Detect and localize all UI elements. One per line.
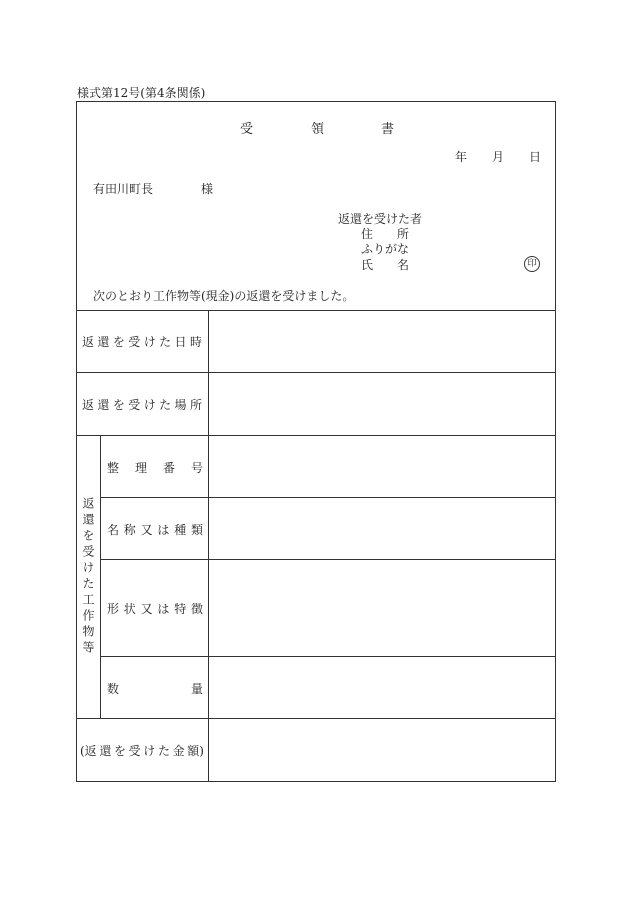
label-char: 数 xyxy=(107,681,120,696)
label-char: 状 xyxy=(123,601,136,616)
statement-text: 次のとおり工作物等(現金)の返還を受けました。 xyxy=(93,289,355,303)
label-char: け xyxy=(143,743,156,758)
label-char: 徴 xyxy=(190,601,203,616)
honorific: 様 xyxy=(201,182,214,196)
returned-amount-field[interactable] xyxy=(209,719,555,781)
label-char: 名 xyxy=(107,522,120,537)
label-char: け xyxy=(143,334,156,349)
date-day-label: 日 xyxy=(529,150,542,164)
label-name-or-type xyxy=(107,521,203,537)
name-or-type-field[interactable] xyxy=(209,498,555,559)
seal-mark: 印 xyxy=(524,256,540,272)
returned-place-field[interactable] xyxy=(209,373,555,435)
label-char: を xyxy=(112,397,125,412)
label-char: を xyxy=(112,334,125,349)
label-serial-number xyxy=(107,459,203,475)
label-char: は xyxy=(157,522,170,537)
label-char: を xyxy=(113,743,126,758)
label-char: 金 xyxy=(172,743,185,758)
label-char: 番 xyxy=(162,460,175,475)
returned-datetime-field[interactable] xyxy=(209,311,555,372)
quantity-field[interactable] xyxy=(209,657,555,718)
label-char: 又 xyxy=(140,601,153,616)
label-shape-or-features xyxy=(107,600,203,616)
recipient-heading: 返還を受けた者 xyxy=(338,212,423,226)
label-char: 受 xyxy=(128,397,141,412)
label-char: 理 xyxy=(134,460,147,475)
label-char: 号 xyxy=(190,460,203,475)
label-char: 還 xyxy=(97,397,110,412)
group-label-returned-items: 返還を受けた工作物等 xyxy=(81,497,95,657)
label-char: 受 xyxy=(128,743,141,758)
address-label-1: 住 xyxy=(361,227,374,241)
label-char: た xyxy=(159,397,172,412)
label-char: 類 xyxy=(190,522,203,537)
date-year-label: 年 xyxy=(455,150,468,164)
rule-group-column xyxy=(100,435,101,718)
name-label-1: 氏 xyxy=(361,258,374,272)
label-returned-place xyxy=(82,396,202,412)
label-char: 称 xyxy=(123,522,136,537)
title-char-2: 領 xyxy=(311,122,325,137)
label-char: 還 xyxy=(99,743,112,758)
label-returned-datetime xyxy=(82,333,202,349)
label-char: は xyxy=(157,601,170,616)
label-char: 又 xyxy=(140,522,153,537)
shape-or-features-field[interactable] xyxy=(209,560,555,656)
label-char: 受 xyxy=(128,334,141,349)
label-char: 返 xyxy=(82,397,95,412)
label-char: た xyxy=(157,743,170,758)
label-char: 額) xyxy=(187,743,204,758)
title-char-1: 受 xyxy=(240,122,254,137)
label-char: 形 xyxy=(107,601,120,616)
title-char-3: 書 xyxy=(381,122,395,137)
label-char: 還 xyxy=(97,334,110,349)
label-char: た xyxy=(159,334,172,349)
label-char: 種 xyxy=(174,522,187,537)
furigana-label: ふりがな xyxy=(361,242,410,256)
label-char: 返 xyxy=(82,334,95,349)
form-number-label: 様式第12号(第4条関係) xyxy=(77,86,206,100)
address-label-2: 所 xyxy=(397,227,410,241)
serial-number-field[interactable] xyxy=(209,436,555,497)
addressee: 有田川町長 xyxy=(93,182,154,196)
label-char: 所 xyxy=(189,397,202,412)
label-char: 日 xyxy=(174,334,187,349)
label-returned-amount xyxy=(80,742,204,758)
label-char: (返 xyxy=(80,743,97,758)
label-char: 場 xyxy=(174,397,187,412)
name-label-2: 名 xyxy=(397,258,410,272)
label-char: 時 xyxy=(189,334,202,349)
date-month-label: 月 xyxy=(492,150,505,164)
label-char: け xyxy=(143,397,156,412)
label-char: 整 xyxy=(107,460,120,475)
label-char: 特 xyxy=(174,601,187,616)
label-quantity xyxy=(107,680,203,696)
label-char: 量 xyxy=(190,681,203,696)
